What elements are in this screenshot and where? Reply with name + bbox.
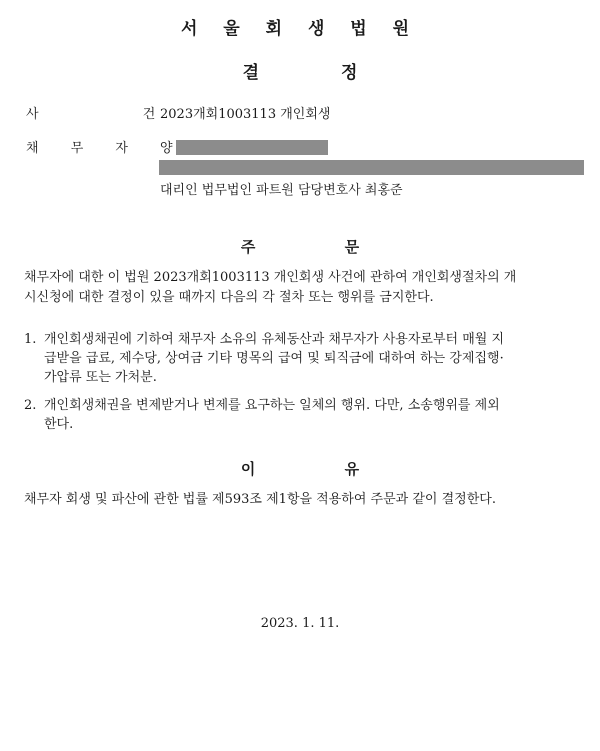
debtor-name-prefix: 양 [160,141,173,156]
order-item-1 [24,330,584,387]
order-item-line: 개인회생채권에 기하여 채무자 소유의 유체동산과 채무자가 사용자로부터 매월 지 [44,332,505,347]
order-intro-line-1: 채무자에 대한 이 법원 2023개회1003113 개인회생 사건에 관하여 개인회생절차의 개 [24,270,517,285]
debtor-representative: 대리인 법무법인 파트원 담당변호사 최홍준 [160,183,403,198]
order-item-2 [24,396,584,434]
court-name: 서 울 회 생 법 원 [180,19,420,39]
order-item-line: 한다. [44,417,74,432]
order-section-title: 주 문 [240,238,402,256]
order-item-line: 급받을 급료, 제수당, 상여금 기타 명목의 급여 및 퇴직금에 대하여 하는 강제집행· [44,351,504,366]
redacted-debtor-address [159,160,584,175]
order-intro [24,268,584,308]
reason-text: 채무자 회생 및 파산에 관한 법률 제593조 제1항을 적용하여 주문과 같이 결정한다. [24,492,496,507]
debtor-label: 채 무 자 [26,141,142,156]
reason-section-title: 이 유 [240,460,402,478]
order-item-number: 2. [24,398,37,413]
document-type-title: 결 정 [242,63,396,83]
case-label: 사 건 [26,107,206,122]
decision-date: 2023. 1. 11. [260,616,340,631]
order-item-line: 가압류 또는 가처분. [44,370,157,385]
order-item-number: 1. [24,332,37,347]
order-intro-line-2: 시신청에 대한 결정이 있을 때까지 다음의 각 절차 또는 행위를 금지한다. [24,290,434,305]
order-item-line: 개인회생채권을 변제받거나 변제를 요구하는 일체의 행위. 다만, 소송행위를 제외 [44,398,500,413]
redacted-debtor-name [176,140,328,155]
case-number: 2023개회1003113 개인회생 [160,107,331,122]
